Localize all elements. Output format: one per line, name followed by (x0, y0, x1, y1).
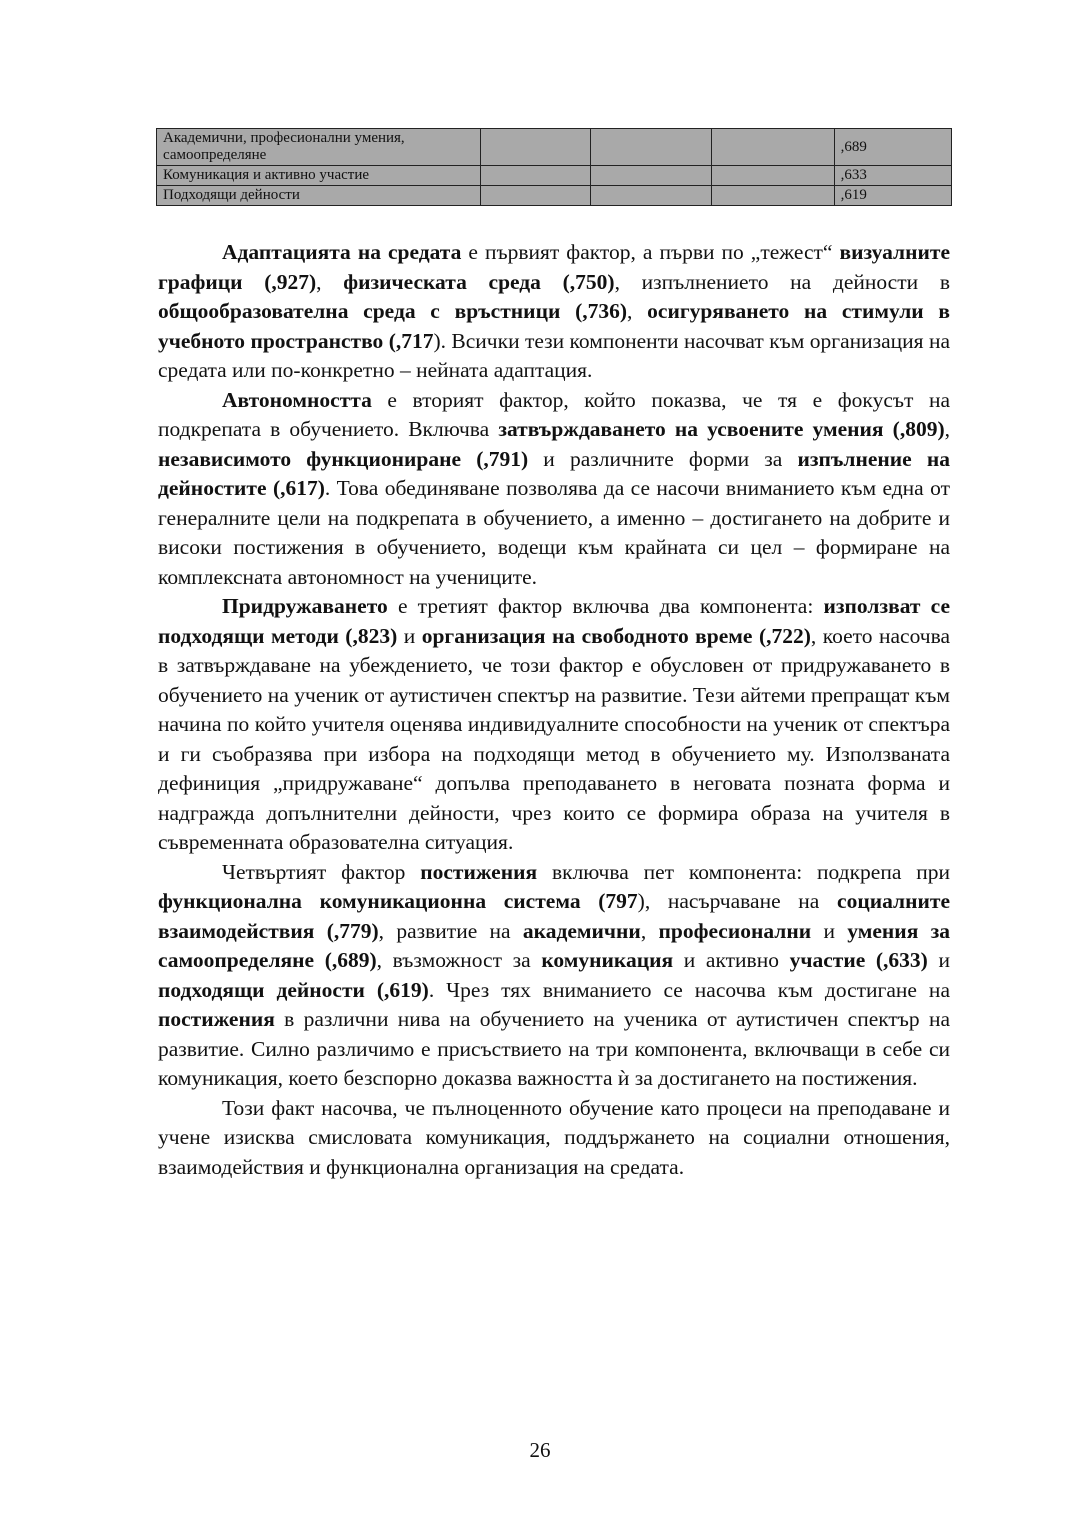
emphasis-text: подходящи дейности (,619) (158, 977, 429, 1002)
text-run: е вторият фактор, който показва, че тя е фокусът на подкрепата в обучението. Включва (158, 387, 950, 441)
paragraph-environment-adaptation (158, 238, 950, 386)
table-cell-value: ,619 (834, 186, 951, 206)
table-cell-empty (712, 166, 834, 186)
page-number: 26 (529, 1438, 551, 1462)
text-run: , (316, 269, 344, 294)
table-row (157, 166, 952, 186)
emphasis-text: изпълнение на дейностите (,617) (158, 446, 950, 500)
emphasis-text: физическата среда (,750) (343, 269, 615, 294)
text-run: е третият фактор включва два компонента: (387, 594, 824, 618)
emphasis-text: социалните взаимодействия (,779) (158, 889, 950, 943)
table-row (157, 129, 952, 166)
paragraph-accompaniment (158, 592, 950, 858)
emphasis-text: функционална комуникационна система (797 (158, 889, 638, 913)
text-run: Четвъртият фактор (222, 859, 421, 884)
paragraph-conclusion (158, 1094, 950, 1183)
emphasis-text: Адаптацията на средата (222, 240, 462, 264)
text-run: , (627, 299, 648, 323)
text-run: , изпълнението на дейности в (614, 269, 950, 294)
emphasis-text: визуалните графици (,927) (158, 240, 950, 294)
text-run: и различните форми за (528, 446, 798, 471)
table-cell-label: Комуникация и активно участие (157, 166, 481, 186)
text-run: . Това обединяване позволява да се насочи вниманието към една от генералните цели на подкрепата в обучението, а именно – достигането на добрите и високи постижения в обучението, водещи към крайната си цел – формиране на комплексната автономност на учениците. (158, 476, 950, 589)
text-run: , което насочва в затвърждаване на убеждението, че този фактор е обусловен от придружаването в обучението на ученик от аутистичен спектър на развитие. Тези айтеми препращат към начина по който учителя оценява индивидуалните способности на ученик от спектъра и ги съобразява при избора на подходящи метод в обучението му. Използваната дефиниция „придружаване“ допълва преподаването в неговата позната форма и надгражда допълнителни дейности, чрез които се формира образа на учителя в съвременната образователна ситуация. (158, 623, 951, 854)
table-cell-label: Подходящи дейности (157, 186, 481, 206)
emphasis-text: умения за самоопределяне (,689) (158, 918, 951, 972)
factor-loadings-table (156, 128, 952, 206)
table-cell-value: ,689 (834, 129, 951, 166)
text-run: , развитие на (378, 918, 523, 943)
emphasis-text: Придружаването (222, 594, 388, 618)
emphasis-text: Автономността (222, 387, 372, 412)
text-run: ), насърчаване на (637, 889, 838, 913)
table-cell-empty (591, 129, 712, 166)
emphasis-text: участие (,633) (789, 948, 928, 972)
text-run: е първият фактор, а първи по „тежест“ (461, 240, 840, 264)
table-cell-value: ,633 (834, 166, 951, 186)
text-run: . Чрез тях вниманието се насочва към достигане на (428, 977, 950, 1002)
emphasis-text: комуникация (541, 948, 674, 972)
text-run: , (640, 918, 659, 943)
emphasis-text: организация на свободното време (,722) (421, 623, 811, 648)
emphasis-text: постижения (420, 859, 538, 884)
table-cell-empty (480, 166, 590, 186)
emphasis-text: общообразователна среда с връстници (,736) (158, 299, 628, 323)
emphasis-text: постижения (158, 1007, 275, 1031)
emphasis-text: академични (522, 918, 641, 943)
paragraph-autonomy (158, 386, 950, 593)
text-run: включва пет компонента: подкрепа при (537, 859, 950, 884)
body-text (158, 238, 950, 1182)
table-cell-label: Академични, професионални умения, самоопределяне (157, 129, 481, 166)
emphasis-text: използват се подходящи методи (,823) (158, 594, 950, 648)
table-row (157, 186, 952, 206)
text-run: , (944, 417, 950, 441)
emphasis-text: професионални (658, 918, 812, 943)
table-cell-empty (480, 129, 590, 166)
emphasis-text: независимото функциониране (,791) (158, 446, 529, 471)
table-cell-empty (712, 186, 834, 206)
text-run: и (811, 918, 848, 943)
text-run: и активно (673, 948, 790, 972)
text-run: и (927, 948, 950, 972)
text-run: , възможност за (376, 948, 542, 972)
text-run: в различни нива на обучението на ученика от аутистичен спектър на развитие. Силно различимо е присъствието на три компонента, включващи в себе си комуникация, което безспорно доказва важността ѝ за достигането на постижения. (158, 1007, 950, 1090)
text-run: и (397, 623, 422, 648)
text-run: Този факт насочва, че пълноценното обучение като процеси на преподаване и учене изисква смисловата комуникация, поддържането на социални отношения, взаимодействия и функционална организация на средата. (158, 1095, 950, 1179)
table-cell-empty (712, 129, 834, 166)
table-cell-empty (480, 186, 590, 206)
emphasis-text: затвърждаването на усвоените умения (,809) (498, 417, 945, 441)
emphasis-text: осигуряването на стимули в учебното пространство (,717 (158, 299, 951, 353)
paragraph-achievements (158, 858, 950, 1094)
text-run: ). Всички тези компоненти насочват към организация на средата или по-конкретно – нейната адаптация. (158, 328, 950, 382)
table-cell-empty (591, 186, 712, 206)
table-cell-empty (591, 166, 712, 186)
